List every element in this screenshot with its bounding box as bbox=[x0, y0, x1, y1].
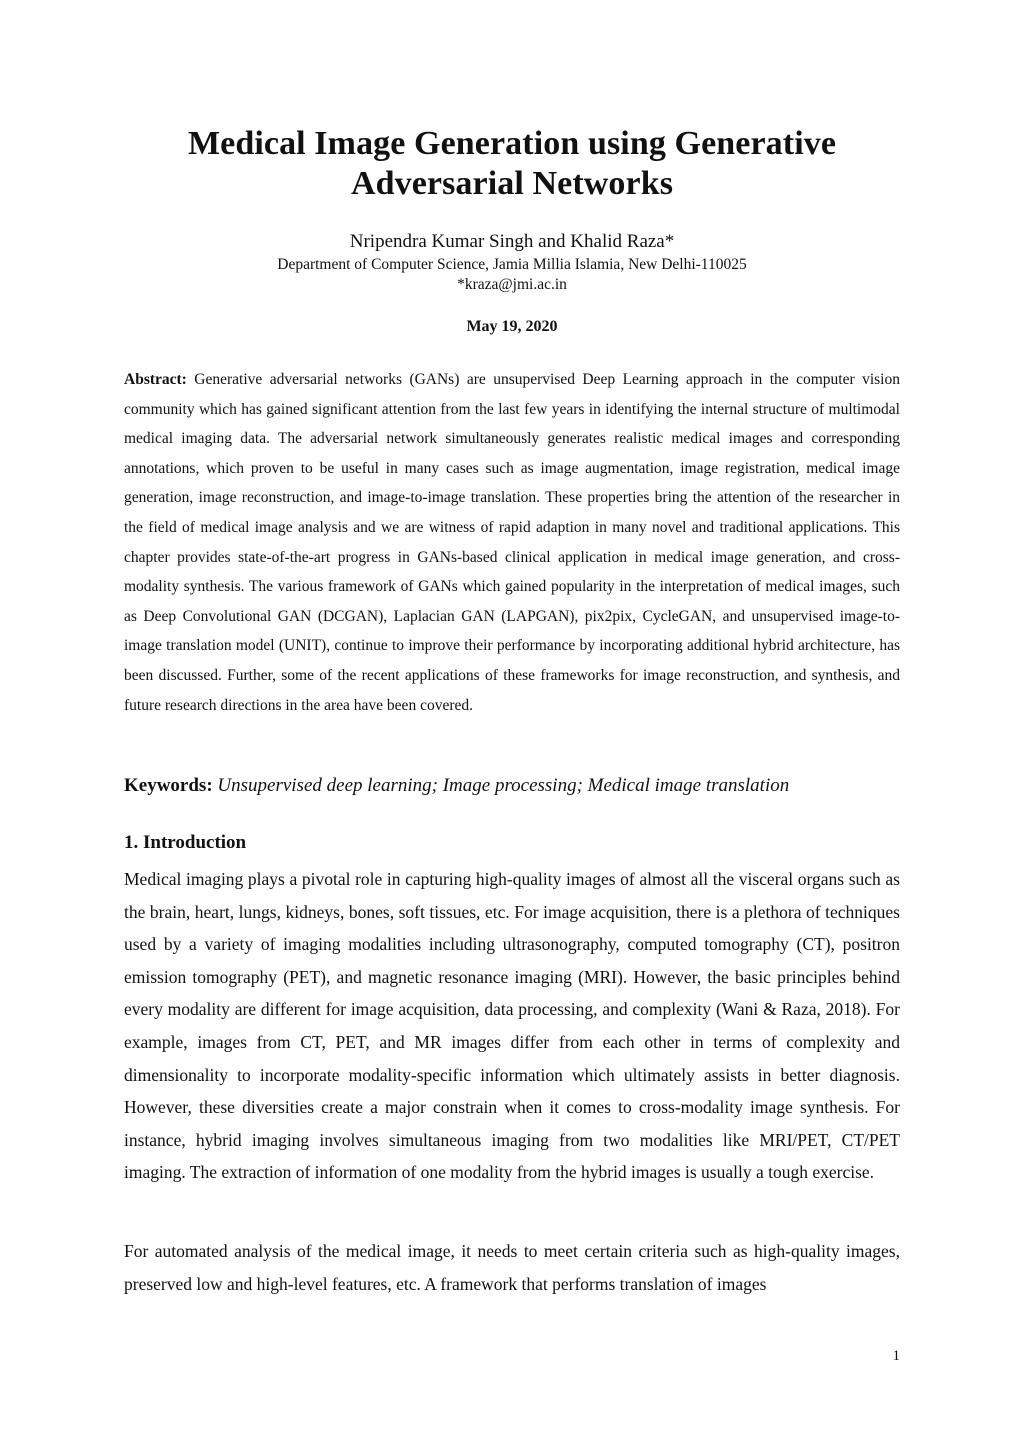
abstract-text: Generative adversarial networks (GANs) are unsupervised Deep Learning approach in the computer vision community which has gained significant attention from the last few years in identifying the internal structure of multimodal medical imaging data. The adversarial network simultaneously generates realistic medical images and corresponding annotations, which proven to be useful in many cases such as image augmentation, image registration, medical image generation, image reconstruction, and image-to-image translation. These properties bring the attention of the researcher in the field of medical image analysis and we are witness of rapid adaption in many novel and traditional applications. This chapter provides state-of-the-art progress in GANs-based clinical application in medical image generation, and cross-modality synthesis. The various framework of GANs which gained popularity in the interpretation of medical images, such as Deep Convolutional GAN (DCGAN), Laplacian GAN (LAPGAN), pix2pix, CycleGAN, and unsupervised image-to-image translation model (UNIT), continue to improve their performance by incorporating additional hybrid architecture, has been discussed. Further, some of the recent applications of these frameworks for image reconstruction, and synthesis, and future research directions in the area have been covered. bbox=[124, 371, 900, 714]
paper-date: May 19, 2020 bbox=[466, 318, 558, 335]
abstract-label: Abstract: bbox=[124, 371, 187, 388]
introduction-paragraph-1: Medical imaging plays a pivotal role in capturing high-quality images of almost all the visceral organs such as the brain, heart, lungs, kidneys, bones, soft tissues, etc. For image acquisition, there is a plethora of techniques used by a variety of imaging modalities including ultrasonography, computed tomography (CT), positron emission tomography (PET), and magnetic resonance imaging (MRI). However, the basic principles behind every modality are different for image acquisition, data processing, and complexity (Wani & Raza, 2018). For example, images from CT, PET, and MR images differ from each other in terms of complexity and dimensionality to incorporate modality-specific information which ultimately assists in better diagnosis. However, these diversities create a major constrain when it comes to cross-modality image synthesis. For instance, hybrid imaging involves simultaneous imaging from two modalities like MRI/PET, CT/PET imaging. The extraction of information of one modality from the hybrid images is usually a tough exercise. bbox=[124, 869, 900, 1183]
section-heading-introduction: 1. Introduction bbox=[124, 832, 247, 853]
abstract bbox=[124, 365, 900, 720]
paper-authors: Nripendra Kumar Singh and Khalid Raza* bbox=[349, 231, 675, 252]
keywords-text: Unsupervised deep learning; Image processing; Medical image translation bbox=[217, 775, 790, 796]
page-number: 1 bbox=[892, 1348, 900, 1364]
keywords-label: Keywords: bbox=[124, 775, 213, 796]
introduction-paragraph-2: For automated analysis of the medical image, it needs to meet certain criteria such as high-quality images, preserved low and high-level features, etc. A framework that performs translation of images bbox=[124, 1241, 900, 1294]
keywords bbox=[124, 773, 900, 799]
paper-title: Medical Image Generation using Generative Adversarial Networks bbox=[187, 125, 837, 202]
author-affiliation: Department of Computer Science, Jamia Millia Islamia, New Delhi-110025 bbox=[277, 256, 747, 273]
author-email: *kraza@jmi.ac.in bbox=[457, 276, 567, 293]
